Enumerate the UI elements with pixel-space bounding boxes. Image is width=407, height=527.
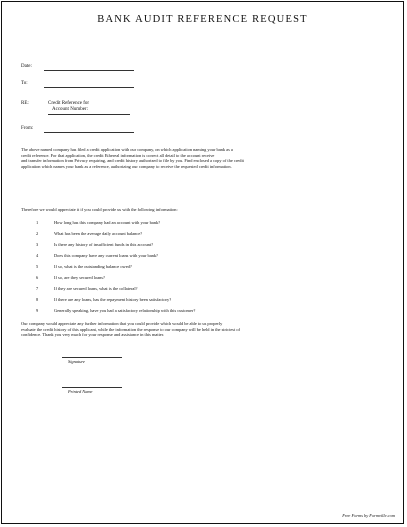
signature-line <box>62 357 122 358</box>
signature-label: Signature <box>68 359 85 364</box>
question-text: How long has this company had an account with your bank? <box>54 220 161 225</box>
question-text: If so, are they secured loans? <box>54 275 105 280</box>
question-item <box>21 220 391 231</box>
question-item <box>21 253 391 264</box>
question-item <box>21 242 391 253</box>
question-text: Does this company have any current loans with your bank? <box>54 253 159 258</box>
therefore-text: Therefore we would appreciate it if you could provide us with the following information: <box>21 207 178 212</box>
question-number: 4 <box>36 253 39 258</box>
question-text: If so, what is the outstanding balance owed? <box>54 264 132 269</box>
document-page <box>1 1 404 524</box>
question-item <box>21 297 391 308</box>
question-number: 9 <box>36 308 39 313</box>
question-number: 8 <box>36 297 39 302</box>
date-line <box>44 70 134 71</box>
question-text: If they are secured loans, what is the collateral? <box>54 286 138 291</box>
question-list <box>21 220 391 319</box>
question-number: 2 <box>36 231 39 236</box>
from-label: From: <box>21 126 34 131</box>
to-label: To: <box>21 81 28 86</box>
question-item <box>21 231 391 242</box>
re-line-1: Credit Reference for <box>48 101 90 106</box>
date-label: Date: <box>21 64 32 69</box>
intro-paragraph <box>21 147 389 169</box>
question-text: If there are any loans, has the repayment history been satisfactory? <box>54 297 172 302</box>
footer-credit: Free Forms by Formville.com <box>342 513 395 518</box>
re-line-2: Account Number: <box>52 107 88 112</box>
question-number: 1 <box>36 220 39 225</box>
re-label: RE: <box>21 101 29 106</box>
question-item <box>21 264 391 275</box>
intro-line: and transfer information from Privacy requiring, and credit history authorized to file by you. Find enclosed a copy of the credit <box>21 158 244 164</box>
to-line <box>44 87 134 88</box>
closing-line: evaluate the credit history of this applicant, while the information the response to our company will be held in the strictest of <box>21 326 240 332</box>
question-number: 3 <box>36 242 39 247</box>
request-intro <box>21 207 389 213</box>
from-line <box>44 132 134 133</box>
printed-name-label: Printed Name <box>68 389 93 394</box>
intro-line: application which names your bank as a reference, authorizing our company to receive the requested credit information. <box>21 163 232 169</box>
document-title: BANK AUDIT REFERENCE REQUEST <box>97 14 308 25</box>
question-number: 5 <box>36 264 39 269</box>
re-line <box>48 114 130 115</box>
question-number: 7 <box>36 286 39 291</box>
question-item <box>21 286 391 297</box>
printed-name-line <box>62 387 122 388</box>
question-item <box>21 308 391 319</box>
closing-line: Our company would appreciate any further information that you could provide which would be able to us properly <box>21 321 223 326</box>
question-number: 6 <box>36 275 39 280</box>
intro-line: The above named company has filed a credit application with our company, on which application naming your bank as a <box>21 147 233 152</box>
closing-line: confidence. Thank you very much for your response and assistance in this matter. <box>21 332 165 338</box>
question-text: Generally speaking, have you had a satisfactory relationship with this customer? <box>54 308 196 313</box>
question-item <box>21 275 391 286</box>
intro-line: credit reference. For that application, the credit Ethereal information is correct all detail to the account receive <box>21 152 215 158</box>
question-text: What has been the average daily account balance? <box>54 231 143 236</box>
closing-paragraph <box>21 321 389 338</box>
question-text: Is there any history of insufficient funds in this account? <box>54 242 154 247</box>
